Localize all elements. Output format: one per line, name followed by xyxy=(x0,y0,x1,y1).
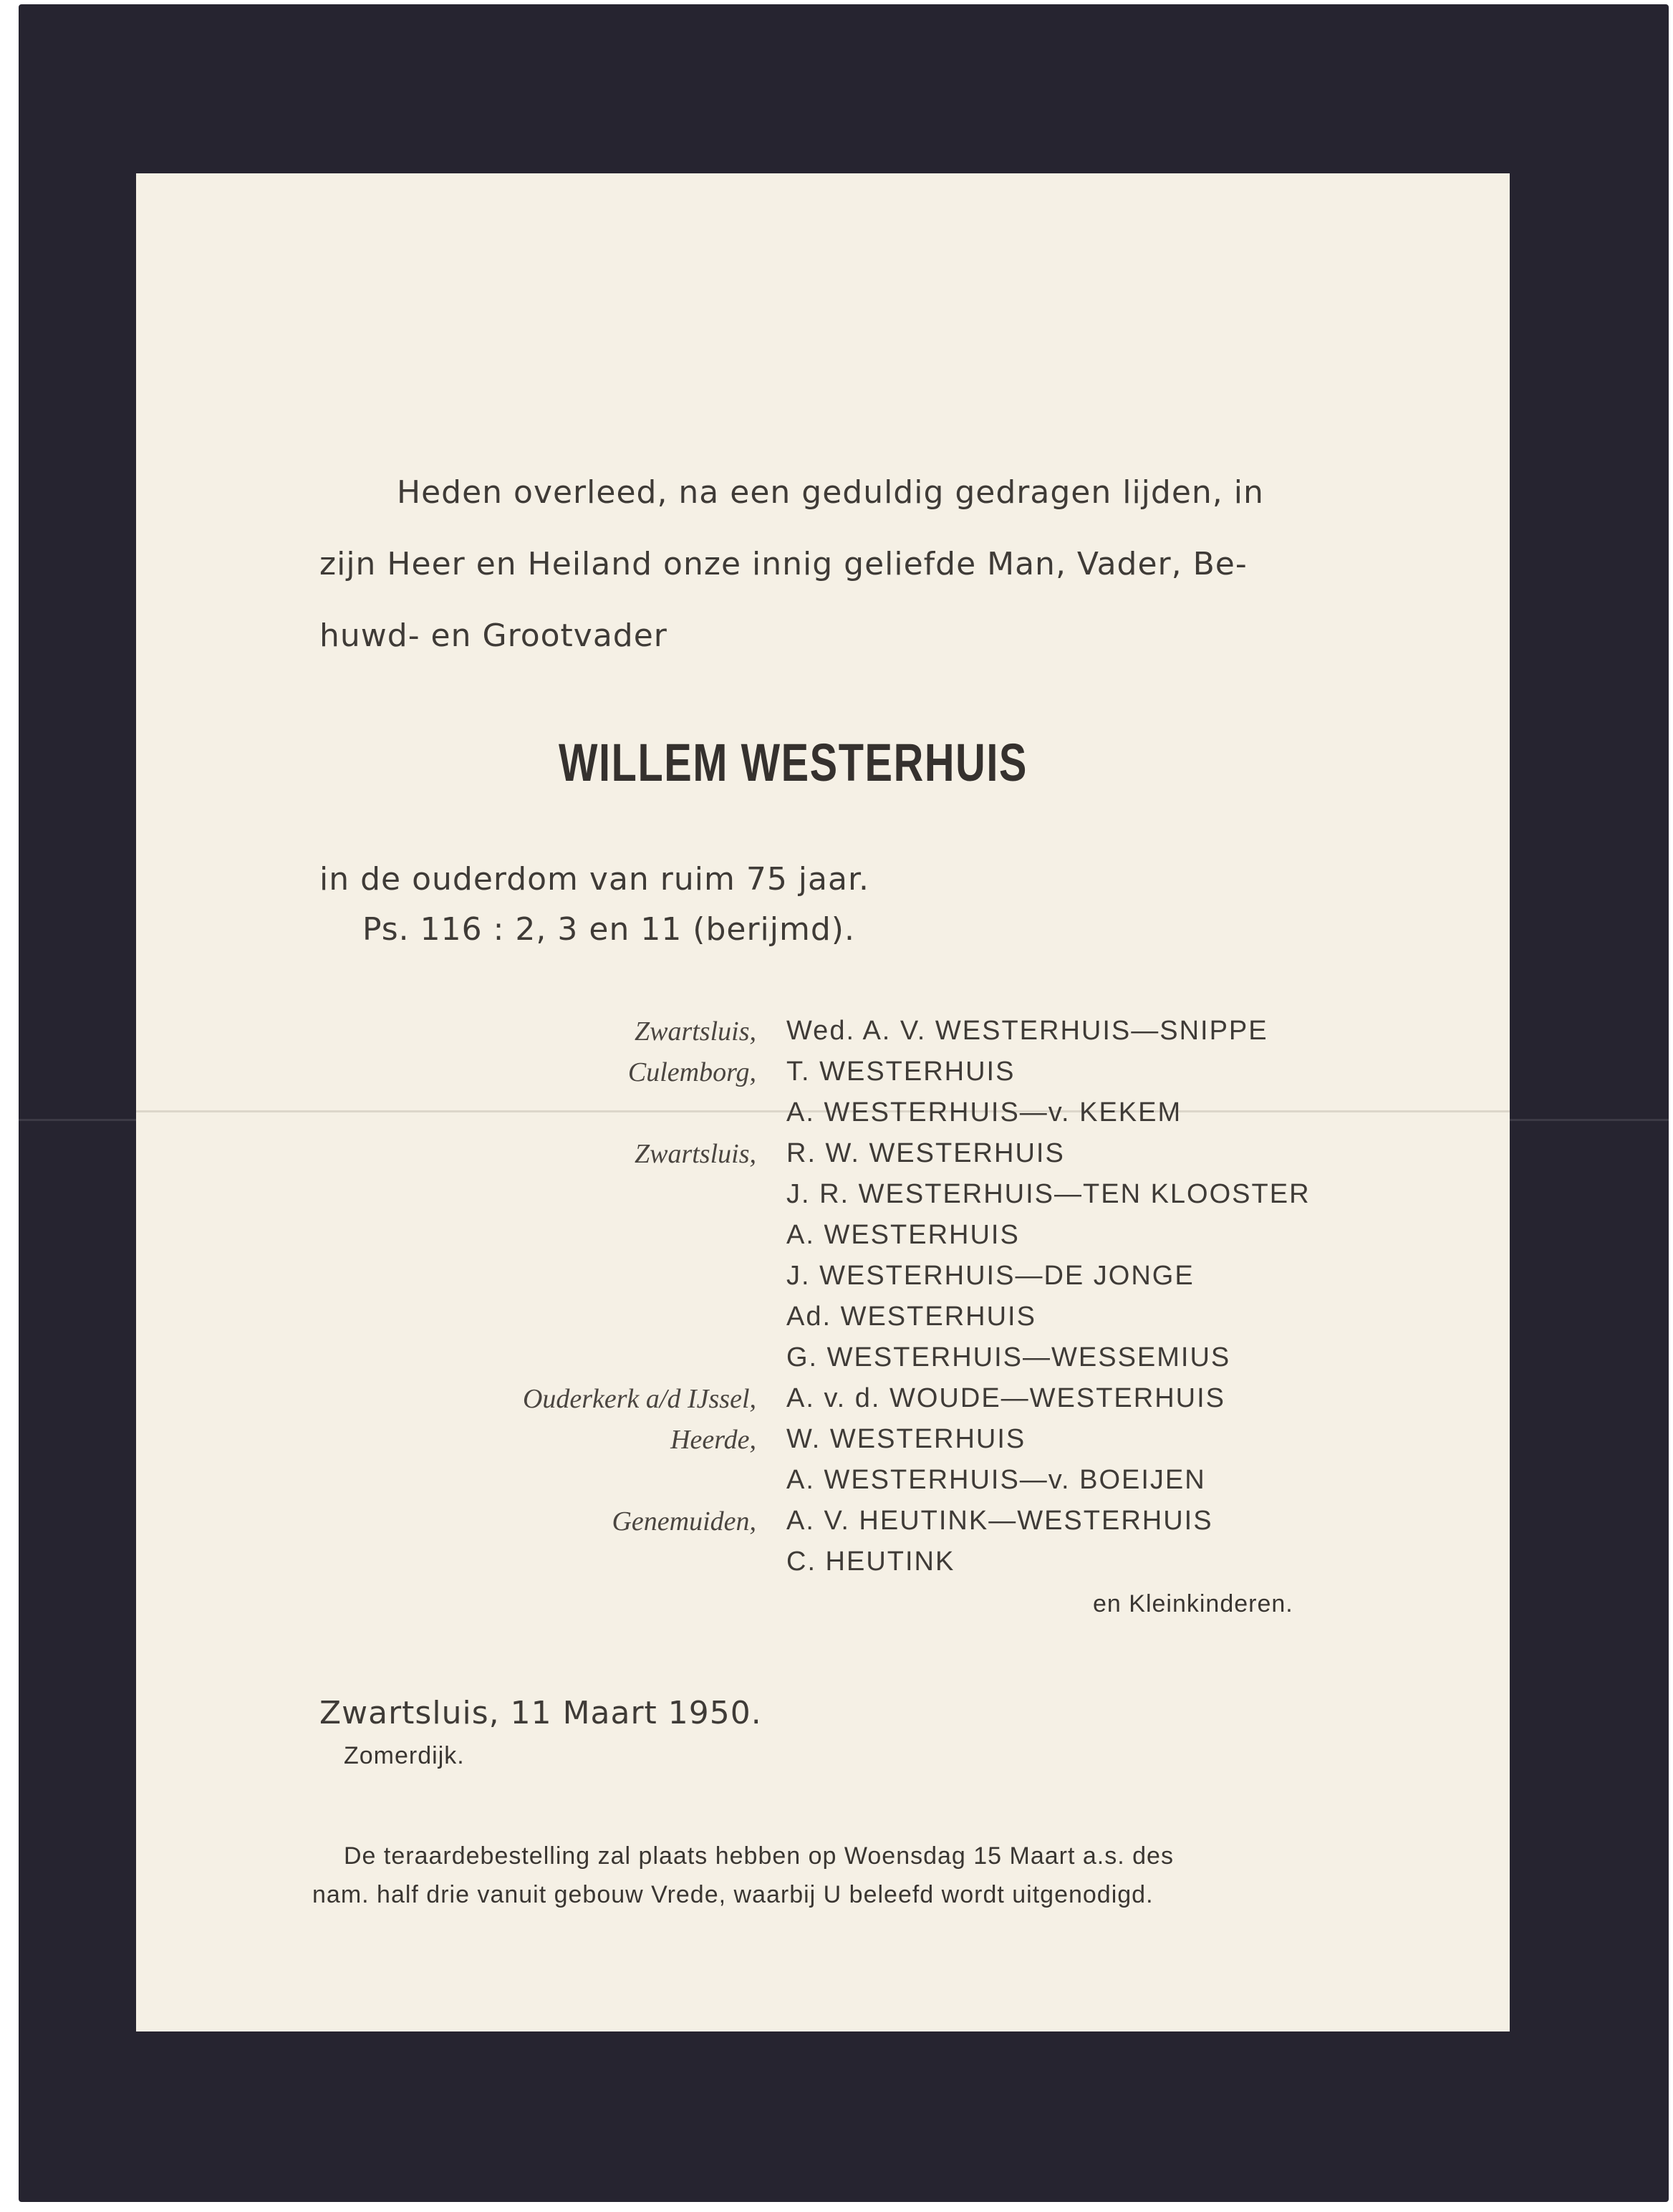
family-name: T. WESTERHUIS xyxy=(786,1057,1016,1087)
intro-line-1: Heden overleed, na een geduldig gedragen lijden, in xyxy=(397,474,1264,511)
psalm-line: Ps. 116 : 2, 3 en 11 (berijmd). xyxy=(362,911,855,948)
family-name: J. R. WESTERHUIS—TEN KLOOSTER xyxy=(786,1179,1311,1209)
family-name: C. HEUTINK xyxy=(786,1547,955,1577)
funeral-line-1: De teraardebestelling zal plaats hebben op Woensdag 15 Maart a.s. des xyxy=(344,1842,1174,1870)
family-name: Ad. WESTERHUIS xyxy=(786,1302,1036,1332)
family-place: Zwartsluis, xyxy=(634,1139,756,1169)
announcement-paper xyxy=(136,173,1510,2031)
intro-line-2: zijn Heer en Heiland onze innig geliefde Man, Vader, Be- xyxy=(319,546,1248,582)
family-name: A. WESTERHUIS xyxy=(786,1220,1020,1250)
family-place: Heerde, xyxy=(670,1425,756,1455)
family-place: Culemborg, xyxy=(627,1057,756,1087)
family-name: A. v. d. WOUDE—WESTERHUIS xyxy=(786,1383,1226,1413)
family-name: G. WESTERHUIS—WESSEMIUS xyxy=(786,1342,1231,1372)
family-place: Zwartsluis, xyxy=(634,1016,756,1047)
intro-line-3: huwd- en Grootvader xyxy=(319,617,667,654)
family-place: Genemuiden, xyxy=(612,1506,756,1537)
funeral-line-2: nam. half drie vanuit gebouw Vrede, waarbij U beleefd wordt uitgenodigd. xyxy=(312,1881,1154,1908)
family-place: Ouderkerk a/d IJssel, xyxy=(522,1384,756,1414)
family-name: Wed. A. V. WESTERHUIS—SNIPPE xyxy=(786,1016,1268,1046)
place-date: Zwartsluis, 11 Maart 1950. xyxy=(319,1695,762,1731)
family-name: R. W. WESTERHUIS xyxy=(786,1138,1065,1168)
deceased-name: WILLEM WESTERHUIS xyxy=(559,733,1028,792)
family-name: A. WESTERHUIS—v. KEKEM xyxy=(786,1097,1182,1127)
family-name: A. V. HEUTINK—WESTERHUIS xyxy=(786,1506,1213,1536)
family-name: W. WESTERHUIS xyxy=(786,1424,1026,1454)
family-name: J. WESTERHUIS—DE JONGE xyxy=(786,1261,1195,1291)
address: Zomerdijk. xyxy=(344,1742,465,1769)
age-line: in de ouderdom van ruim 75 jaar. xyxy=(319,861,869,898)
family-name: A. WESTERHUIS—v. BOEIJEN xyxy=(786,1465,1206,1495)
grandchildren-line: en Kleinkinderen. xyxy=(1093,1590,1293,1617)
